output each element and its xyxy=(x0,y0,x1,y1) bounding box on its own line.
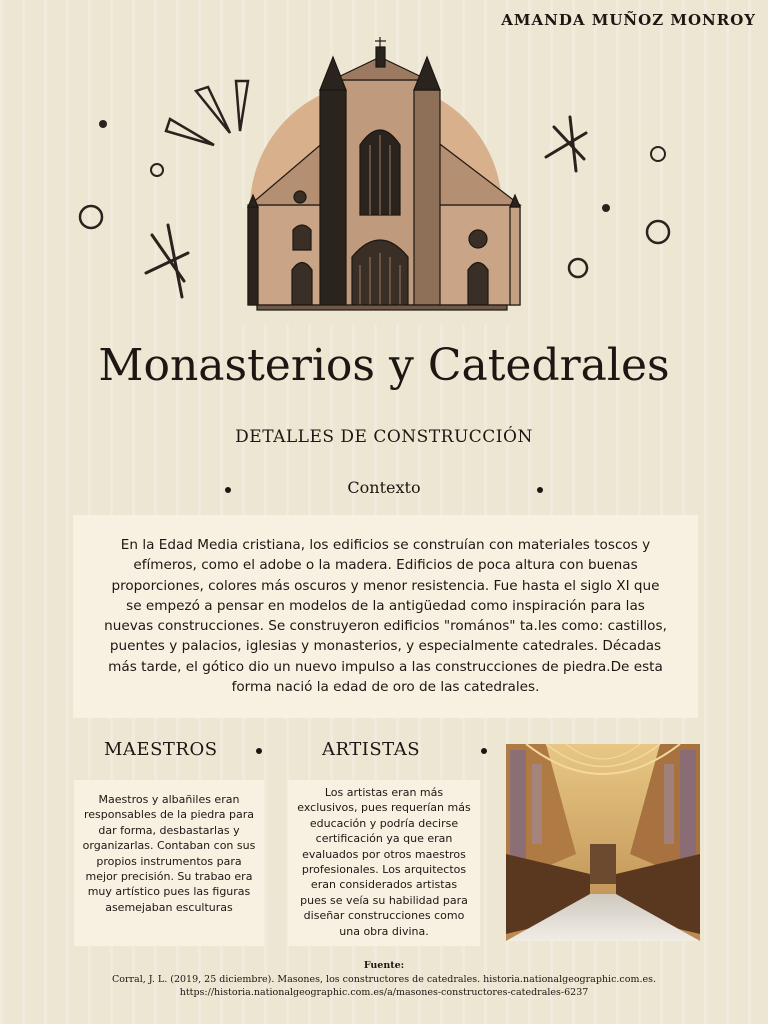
source-citation: Corral, J. L. (2019, 25 diciembre). Masones, los constructores de catedrales. historia.nationalgeographic.com.es. xyxy=(111,973,656,985)
bullet-dot xyxy=(537,487,543,493)
page-subtitle: DETALLES DE CONSTRUCCIÓN xyxy=(235,427,533,447)
author-name: AMANDA MUÑOZ MONROY xyxy=(501,11,756,29)
maestros-panel xyxy=(74,780,264,946)
cathedral-illustration xyxy=(70,35,690,325)
cathedral-facade xyxy=(248,37,520,310)
maestros-text: Maestros y albañiles eran responsables de la piedra para dar forma, desbastarlas y organizarlas. Contaban con sus propios instrumentos para mejor precisión. Su trabao era muy artístico pues las figuras asemejaban esculturas xyxy=(82,793,256,914)
artistas-text: Los artistas eran más exclusivos, pues requerían más educación y podría decirse certificación ya que eran evaluados por otros maestros profesionales. Los arquitectos eran considerados artistas pues se veía su habilidad para diseñar construcciones como una obra divina. xyxy=(297,786,471,938)
source-label: Fuente: xyxy=(363,960,405,971)
context-heading-row xyxy=(222,478,546,502)
cathedral-interior-photo xyxy=(506,744,700,941)
context-panel xyxy=(73,515,698,718)
bullet-dot xyxy=(256,748,262,754)
source-url[interactable]: https://historia.nationalgeographic.com.es/a/masones-constructores-catedrales-6237 xyxy=(179,987,589,998)
artistas-heading: ARTISTAS xyxy=(322,739,421,760)
page-title: Monasterios y Catedrales xyxy=(98,340,670,391)
maestros-heading: MAESTROS xyxy=(104,739,218,760)
context-heading: Contexto xyxy=(347,478,421,497)
context-text: En la Edad Media cristiana, los edificios se construían con materiales toscos y efímeros, como el adobe o la madera. Edificios de poca altura con buenas proporciones, colores más oscuros y menor resistencia. Fue hasta el siglo XI que se empezó a pensar en modelos de la antigüedad como inspiración para las nuevas construcciones. Se construyeron edificios "romános" ta.les como: castillos, puentes y palacios, iglesias y monasterios, y especialmente catedrales. Décadas más tarde, el gótico dio un nuevo impulso a las construcciones de piedra.De esta forma nació la edad de oro de las catedrales. xyxy=(104,537,667,696)
bullet-dot xyxy=(481,748,487,754)
source-footer xyxy=(0,959,768,1000)
artistas-panel xyxy=(288,780,480,946)
